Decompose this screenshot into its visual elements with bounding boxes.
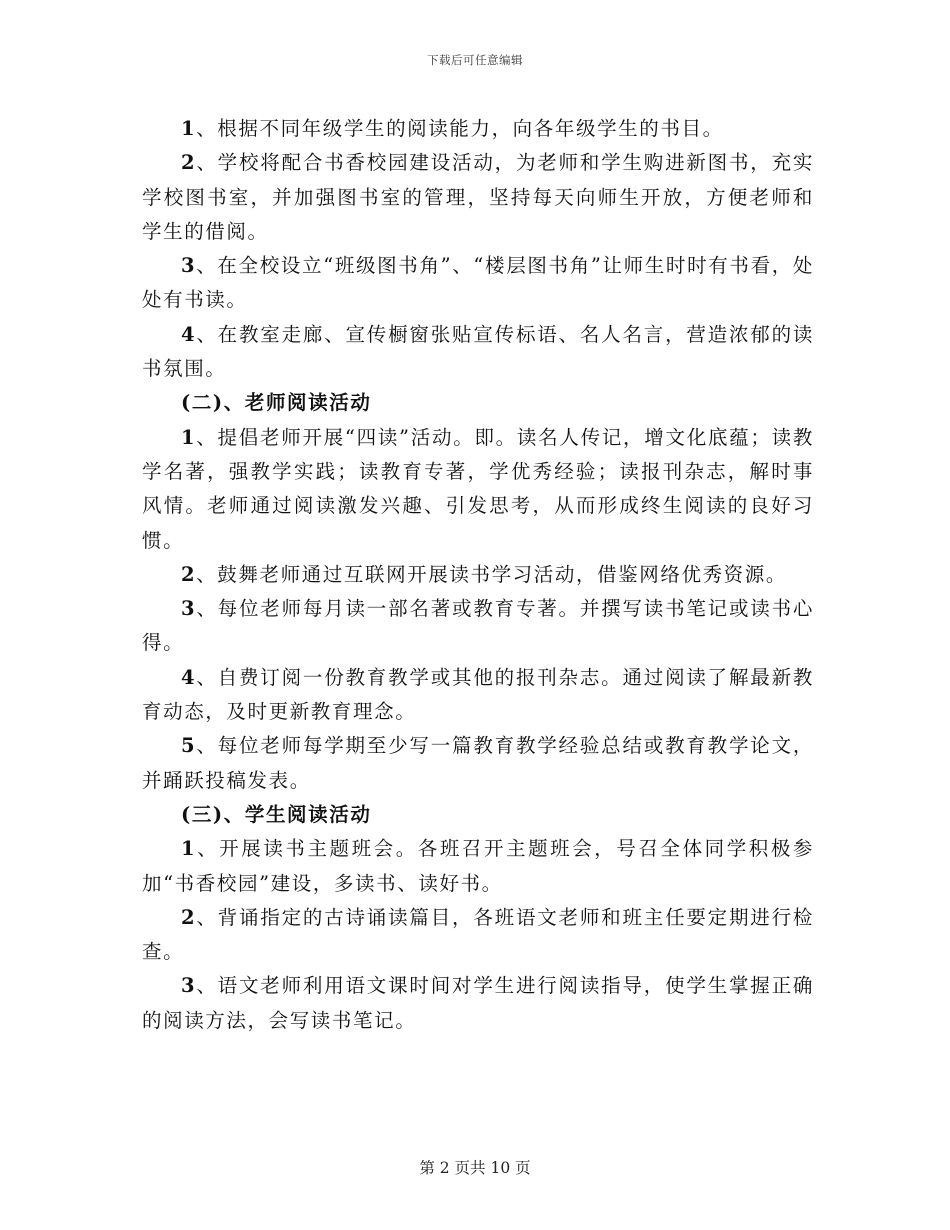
item-number: 3 [181,254,197,278]
paragraph [142,558,814,592]
item-number: 2 [181,905,197,929]
page-header: 下载后可任意编辑 [427,53,523,67]
item-number: 5 [181,734,197,758]
paragraph [142,112,814,146]
paragraph-text: 、开展读书主题班会。各班召开主题班会，号召全体同学积极参加“书香校园”建设，多读书、读好书。 [142,837,814,895]
paragraph-text: 、每位老师每月读一部名著或教育专著。并撰写读书笔记或读书心得。 [142,597,814,655]
item-number: 1 [181,837,197,861]
paragraph [142,832,814,901]
paragraph [142,592,814,661]
paragraph-text: 、学校将配合书香校园建设活动，为老师和学生购进新图书，充实学校图书室，并加强图书室的管理，坚持每天向师生开放，方便老师和学生的借阅。 [142,151,814,243]
paragraph-text: 、在全校设立“班级图书角”、“楼层图书角”让师生时时有书看，处处有书读。 [142,254,814,312]
paragraph-text: 、在教室走廊、宣传橱窗张贴宣传标语、名人名言，营造浓郁的读书氛围。 [142,322,814,381]
item-number: 3 [181,974,197,998]
paragraph [142,318,814,387]
paragraph-text: 、每位老师每学期至少写一篇教育教学经验总结或教育教学论文，并踊跃投稿发表。 [142,734,814,792]
item-number: 1 [181,425,197,449]
paragraph-text: 、鼓舞老师通过互联网开展读书学习活动，借鉴网络优秀资源。 [196,562,787,586]
paragraph [142,901,814,970]
paragraph-text: 、背诵指定的古诗诵读篇目，各班语文老师和班主任要定期进行检查。 [142,905,814,964]
paragraph-text: 、语文老师利用语文课时间对学生进行阅读指导，使学生掌握正确的阅读方法，会写读书笔记。 [142,974,814,1032]
paragraph [142,421,814,558]
paragraph-text: 、根据不同年级学生的阅读能力，向各年级学生的书目。 [196,117,724,140]
document-body [142,112,814,1038]
item-number: 2 [181,562,197,586]
item-number: 2 [181,151,197,175]
paragraph [142,249,814,318]
paragraph [142,969,814,1038]
section-heading: (二)、老师阅读活动 [181,391,372,415]
paragraph-text: 、提倡老师开展“四读”活动。即。读名人传记，增文化底蕴；读教学名著，强教学实践；读教育专著，学优秀经验；读报刊杂志，解时事风情。老师通过阅读激发兴趣、引发思考，从而形成终生阅读的良好习惯。 [142,425,814,552]
paragraph-text: 、自费订阅一份教育教学或其他的报刊杂志。通过阅读了解最新教育动态，及时更新教育理念。 [142,665,814,724]
item-number: 1 [181,117,197,140]
paragraph [142,729,814,798]
section-heading: (三)、学生阅读活动 [181,802,372,826]
item-number: 3 [181,597,197,621]
paragraph [142,146,814,249]
page-footer: 第 2 页共 10 页 [419,1159,531,1177]
paragraph [142,661,814,730]
item-number: 4 [181,322,197,346]
item-number: 4 [181,665,197,689]
